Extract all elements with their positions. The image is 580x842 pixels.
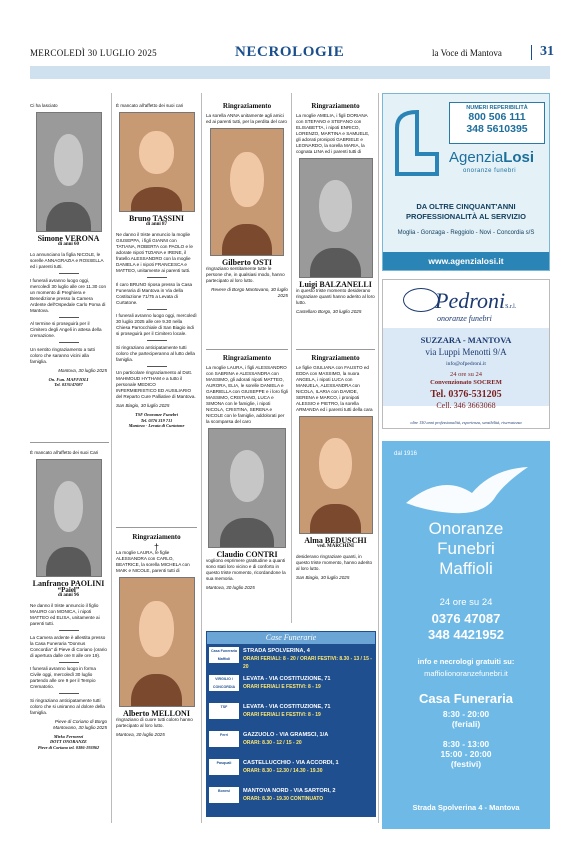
portrait-photo xyxy=(299,158,373,278)
deceased-name: Lanfranco PAOLINI xyxy=(32,579,105,588)
deceased-nickname: “Paiel” xyxy=(57,586,80,594)
ad-address: via Luppi Menotti 9/A xyxy=(425,347,507,357)
obituary-text: Ne danno il triste annuncio la moglie GIUSEPPA, i figli GIANNI con TATIANA, ROBERTA con PAOLO e le adorate nipoti TIZIANA e IRENE, il fratello ALESSANDRO con la moglie DANIELA e i nipoti FRANCESCA e MATTEO, unitamente ai parenti tutti. xyxy=(116,232,193,273)
funeral-home-address: LEVATA - VIA COSTITUZIONE, 71 xyxy=(243,704,331,710)
page-number: 31 xyxy=(540,44,554,59)
phone-number: 0376 47087 xyxy=(431,611,501,626)
ad-info: info e necrologi gratuiti su: xyxy=(417,657,515,666)
funeral-home-logo: Pasquali xyxy=(209,759,239,775)
notice-title: Ringraziamento xyxy=(132,534,181,541)
newspaper-name: la Voce di Mantova xyxy=(432,48,502,58)
funeral-home-address: CASTELLUCCHIO - VIA ACCORDI, 1 xyxy=(243,760,339,766)
obituary-intro: È mancato all'affetto dei suoi cari xyxy=(116,103,184,108)
notice-text: La moglie LAURA, le figlie ALESSANDRA con CARLO, BEATRICE, la sorella MICHELA con MAIK e NICOLE, parenti tutti di xyxy=(116,550,190,573)
funeral-home-hours: ORARI: 8.30 - 12 / 15 - 20 xyxy=(243,740,302,746)
phone-number: 800 506 111 xyxy=(468,111,526,123)
obituary-text: La Camera ardente è allestita presso la Casa Funeraria "Donnus Concordia" di Pieve di Coriano (orario di apertura dalle ore 8 alle ore 19). xyxy=(30,634,107,658)
phone-number: 348 5610395 xyxy=(466,123,528,135)
section-title: NECROLOGIE xyxy=(235,44,345,60)
portrait-photo xyxy=(36,459,102,577)
notice-text: in questo triste momento desiderano ringraziare quanti hanno aderito al loro lutto. xyxy=(296,288,375,305)
losi-logo-icon xyxy=(389,106,445,176)
ad-availability: 24 ore su 24 xyxy=(439,597,493,608)
deceased-name: Bruno TASSINI xyxy=(128,214,185,223)
notice-divider xyxy=(296,349,375,350)
obituary-text: Ne danno il triste annuncio il figlio MAURO con MONICA, i nipoti MATTEO ed ELISA, unitamente ai parenti tutti. xyxy=(30,603,100,626)
cross-icon: † xyxy=(153,542,159,552)
phone-label: NUMERI REPERIBILITÀ xyxy=(466,105,528,111)
ad-footer: oltre 150 anni professionalità, esperienza, sensibilità, riservatezza xyxy=(410,420,522,425)
notice-title: Ringraziamento xyxy=(311,103,360,110)
header-band xyxy=(30,66,550,79)
ad-address: Strada Spolverina 4 - Mantova xyxy=(412,803,520,812)
brand-tagline: onoranze funebri xyxy=(463,168,517,174)
obituary-verona xyxy=(30,103,107,435)
thanks-beduschi xyxy=(296,355,375,623)
opening-hours: 8:30 - 13:00 xyxy=(442,739,490,749)
obituary-text: I funerali avranno luogo oggi, mercoledì 30 luglio 2025 alle ore 9.30 nella Chiesa Parrocchiale di San Biagio indi si proseguirà per il Cimitero locale. xyxy=(116,313,197,336)
agency-phone: Tel. 0376 319 711 xyxy=(140,417,173,423)
obituary-text: Un sentito ringraziamento a tutti coloro che saranno vicini alla famiglia. xyxy=(30,346,95,364)
ad-availability: 24 ore su 24 xyxy=(450,371,482,378)
ad-city: SUZZARA - MANTOVA xyxy=(420,335,512,345)
funeral-home-logo: Bonesi xyxy=(209,787,239,803)
deceased-name: Gilberto OSTI xyxy=(221,258,272,267)
notice-divider xyxy=(116,527,197,528)
notice-text: ringraziano di cuore tutti coloro hanno partecipato al loro lutto. xyxy=(116,717,193,728)
deceased-age: di anni 87 xyxy=(145,222,168,227)
place-date: Mantova, 30 luglio 2025 xyxy=(206,585,255,590)
opening-hours: 8:30 - 20:00 xyxy=(442,709,490,719)
obituary-intro: È mancato all'affetto dei suoi Cari xyxy=(30,450,99,455)
ad-towns: Moglia - Gonzaga - Reggiolo - Novi - Concordia s/S xyxy=(397,230,535,236)
funeral-home-hours: ORARI: 8.30 - 19.30 CONTINUATO xyxy=(243,796,324,802)
brand-name: Onoranze Funebri Maffioli xyxy=(428,519,504,578)
place-date: Castellaro Borgo, 30 luglio 2025 xyxy=(296,309,362,314)
place-date: Pieve di Coriano di Borgo Mantovano, 30 luglio 2025 xyxy=(53,718,107,730)
notice-text: La moglie LAURA, i figli ALESSANDRO con SABRINA e ALESSANDRA con MASSIMO, gli adorati nipoti MATTEO, AURORA, ELIA, le sorelle DANIELA e GABRIELLA con GIUSEPPE e i loro figli MASSIMO, CRISTIANO, LUCA e SIMONA con le famiglie, i nipoti NICOLA, CRISTINA, SERENA e NICOLE con le famiglie, addolorati per la scomparsa del caro xyxy=(206,365,288,424)
ad-pedroni xyxy=(382,279,550,429)
thanks-melloni xyxy=(116,534,197,824)
obituary-text: I funerali avranno luogo in forma Civile oggi, mercoledì 30 luglio partendo alle ore 9 per il Tempio Crematorio. xyxy=(30,666,96,689)
notice-text: ringraziano sentitamente tutte le persone che, in qualsiasi modo, hanno partecipato al loro lutto. xyxy=(206,266,285,283)
thanks-contri xyxy=(206,355,288,623)
ad-casa-funeraria: Casa Funeraria xyxy=(419,691,513,706)
notice-text: La moglie AMELIA, i figli DORIANA con STEFANO e STEFANO con ELISABETTA, i nipoti ENRICO, LORENZO, MARTINA e SAMUELE, gli adorati pronipoti GABRIELE e LEONARDO, la sorella MARIA, la cognata LINA ed i parenti tutti di xyxy=(296,113,370,154)
notice-title: Ringraziamento xyxy=(311,355,360,362)
ad-agenzia-losi xyxy=(382,93,550,271)
column-divider xyxy=(291,93,292,623)
notice-text: desiderano ringraziare quanti, in questo triste momento, hanno aderito al loro lutto. xyxy=(296,554,373,571)
dove-icon xyxy=(402,463,532,519)
pedroni-emblem-icon xyxy=(403,288,439,312)
agency-phone: Pieve di Coriano tel. 0386-193862 xyxy=(37,744,100,750)
funeral-home-address: GAZZUOLO - VIA GRAMSCI, 1/A xyxy=(243,732,329,738)
obituary-text: Il caro BRUNO riposa presso la Casa Funeraria di Mantova in Via della Costituzione 71/75 a Levata di Curtatone. xyxy=(116,281,193,305)
obituary-text: Si ringraziano anticipatamente tutti coloro che parteciperanno al lutto della famiglia. xyxy=(116,344,195,362)
portrait-photo xyxy=(299,416,373,534)
list-item xyxy=(209,674,375,692)
deceased-name: Alma BEDUSCHI xyxy=(304,536,367,545)
agency-name: On. Fun. MAFFIOLI xyxy=(48,376,89,382)
portrait-photo xyxy=(208,428,286,548)
phone-number: Cell. 346 3663068 xyxy=(436,401,496,410)
funeral-home-logo: Ferri xyxy=(209,731,239,747)
obituary-intro: Ci ha lasciato xyxy=(30,103,58,108)
list-item xyxy=(209,646,375,670)
funeral-home-hours: ORARI FERIALI E FESTIVI: 8 - 19 xyxy=(243,684,321,690)
ad-email: info@ofpedroni.it xyxy=(446,361,486,367)
agency-name: Mirko Ferrarezi xyxy=(53,733,84,739)
portrait-photo xyxy=(210,128,284,256)
ad-since: dal 1916 xyxy=(394,451,418,457)
notice-text: Le figlie GIULIANA con FAUSTO ed EDDA con MASSIMO, la nuora ANGELA, i nipoti LUCA con MANUELA, ALESSANDRA con NICOLA, ILARIA con DAVIDE, SERENA e MARCO, i pronipoti ALESSIO e PIETRO, la sorella ARMANDA ed i parenti tutti della cara xyxy=(296,365,373,412)
column-divider xyxy=(378,93,379,823)
notice-title: Ringraziamento xyxy=(222,355,272,362)
notice-divider xyxy=(30,442,109,443)
ad-website: www.agenzialosi.it xyxy=(383,252,549,270)
agency-phone: Tel. 0376/47087 xyxy=(54,382,83,387)
thanks-balzanelli xyxy=(296,103,375,343)
funeral-home-address: MANTOVA NORD - VIA SARTORI, 2 xyxy=(243,788,336,794)
deceased-name: Simone VERONA xyxy=(37,234,100,243)
agency-name: TSF Onoranze Funebri xyxy=(135,412,178,417)
funeral-home-address: LEVATA - VIA COSTITUZIONE, 71 xyxy=(243,676,331,682)
opening-hours-label: (feriali) xyxy=(451,719,481,729)
portrait-photo xyxy=(36,112,102,232)
deceased-age: di anni 96 xyxy=(57,593,80,598)
portrait-photo xyxy=(119,112,195,212)
funeral-home-hours: ORARI FERIALI E FESTIVI: 8 - 19 xyxy=(243,712,321,718)
column-divider xyxy=(111,93,112,823)
brand-tagline: onoranze funebri xyxy=(437,314,492,323)
column-divider xyxy=(201,93,202,823)
portrait-photo xyxy=(119,577,195,707)
funeral-home-logo: TSF xyxy=(209,703,239,719)
notice-text: La sorella ANNA unitamente agli amici ed ai parenti tutti, per la perdita del caro xyxy=(206,113,287,124)
place-date: Mantova, 30 luglio 2025 xyxy=(58,367,107,373)
ad-title: Case Funerarie xyxy=(207,632,375,644)
notice-text: vogliono esprimere gratitudine a quanti sono stati loro vicino e di conforto in questo triste momento, ricordandone la sua memoria. xyxy=(206,558,286,581)
obituary-text: Al termine si proseguirà per il Cimitero degli Angeli in attesa della cremazione. xyxy=(30,321,102,338)
opening-hours-label: (festivi) xyxy=(450,759,482,769)
ad-maffioli xyxy=(382,441,550,829)
place-date: San Biagio, 30 luglio 2025 xyxy=(116,403,170,408)
agency-address: Mantova - Levata di Curtatone xyxy=(128,423,185,428)
page-header xyxy=(30,44,554,64)
deceased-age: di anni 60 xyxy=(57,242,80,247)
funeral-home-logo: Casa Funeraria Maffioli xyxy=(209,647,239,663)
obituary-text: I funerali avranno luogo oggi, mercoledì 30 luglio alle ore 11.30 con un momento di Preghiera e Benedizione presso la Camera Ardente dell'Ospedale Carlo Poma di Mantova. xyxy=(30,277,107,313)
place-date: Mantova, 30 luglio 2025 xyxy=(116,732,165,737)
header-divider xyxy=(531,45,532,60)
notice-title: Ringraziamento xyxy=(222,103,272,110)
thanks-osti xyxy=(206,103,288,343)
obituary-tassini xyxy=(116,103,197,523)
funeral-home-logo: VIRGILIO / CONCORDIA xyxy=(209,675,239,691)
list-item xyxy=(209,730,375,748)
obituary-text: Si ringraziano anticipatamente tutti coloro che si uniranno al dolore della famiglia. xyxy=(30,697,105,715)
ad-claim: DA OLTRE CINQUANT'ANNI PROFESSIONALITÀ AL SERVIZIO xyxy=(406,202,526,221)
ad-website: maffiolionoranzefunebri.it xyxy=(424,669,508,678)
phone-number: Tel. 0376-531205 xyxy=(430,389,502,400)
brand-name: AgenziaLosi xyxy=(449,149,535,166)
funeral-home-address: STRADA SPOLVERINA, 4 xyxy=(243,648,310,654)
deceased-name-sub: ved. MARCHINI xyxy=(317,544,354,549)
deceased-name: Alberto MELLONI xyxy=(123,709,190,718)
brand-name: PedroniS.r.l. xyxy=(435,288,517,313)
deceased-name: Luigi BALZANELLI xyxy=(299,280,372,289)
funeral-home-hours: ORARI: 8.30 - 12.30 / 14.30 - 19.30 xyxy=(243,768,323,774)
place-date: Revere di Borgo Mantovano, 30 luglio 2025 xyxy=(211,287,288,298)
list-item xyxy=(209,786,375,804)
agency-name: DOTT ONORANZE xyxy=(50,739,87,744)
phone-badge xyxy=(449,102,545,144)
list-item xyxy=(209,758,375,776)
obituary-text: Lo annunciano la figlia NICOLE, le sorelle ANNAGRAZIA e ROSSELLA ed i parenti tutti. xyxy=(30,252,104,269)
place-date: San Biagio, 30 luglio 2025 xyxy=(296,575,350,580)
obituary-text: Un particolare ringraziamento al Dott. MAHMOUD HYTHAM e a tutto il personale MEDICO INFERMIERISTICO ED AUSILIARIO del Reparto Cure Palliative di Mantova. xyxy=(116,370,196,399)
deceased-name: Claudio CONTRI xyxy=(216,550,278,559)
notice-divider xyxy=(206,349,288,350)
phone-number: 348 4421952 xyxy=(428,627,504,642)
list-item xyxy=(209,702,375,720)
obituary-paolini xyxy=(30,450,107,830)
opening-hours: 15:00 - 20:00 xyxy=(440,749,492,759)
ad-case-funerarie xyxy=(206,631,376,817)
ad-convention: Convenzionato SOCREM xyxy=(430,379,502,386)
funeral-home-hours: ORARI FERIALI: 8 - 20 / ORARI FESTIVI: 8.30 - 13 / 15 - 20 xyxy=(243,656,372,670)
issue-date: MERCOLEDÌ 30 LUGLIO 2025 xyxy=(30,48,157,58)
